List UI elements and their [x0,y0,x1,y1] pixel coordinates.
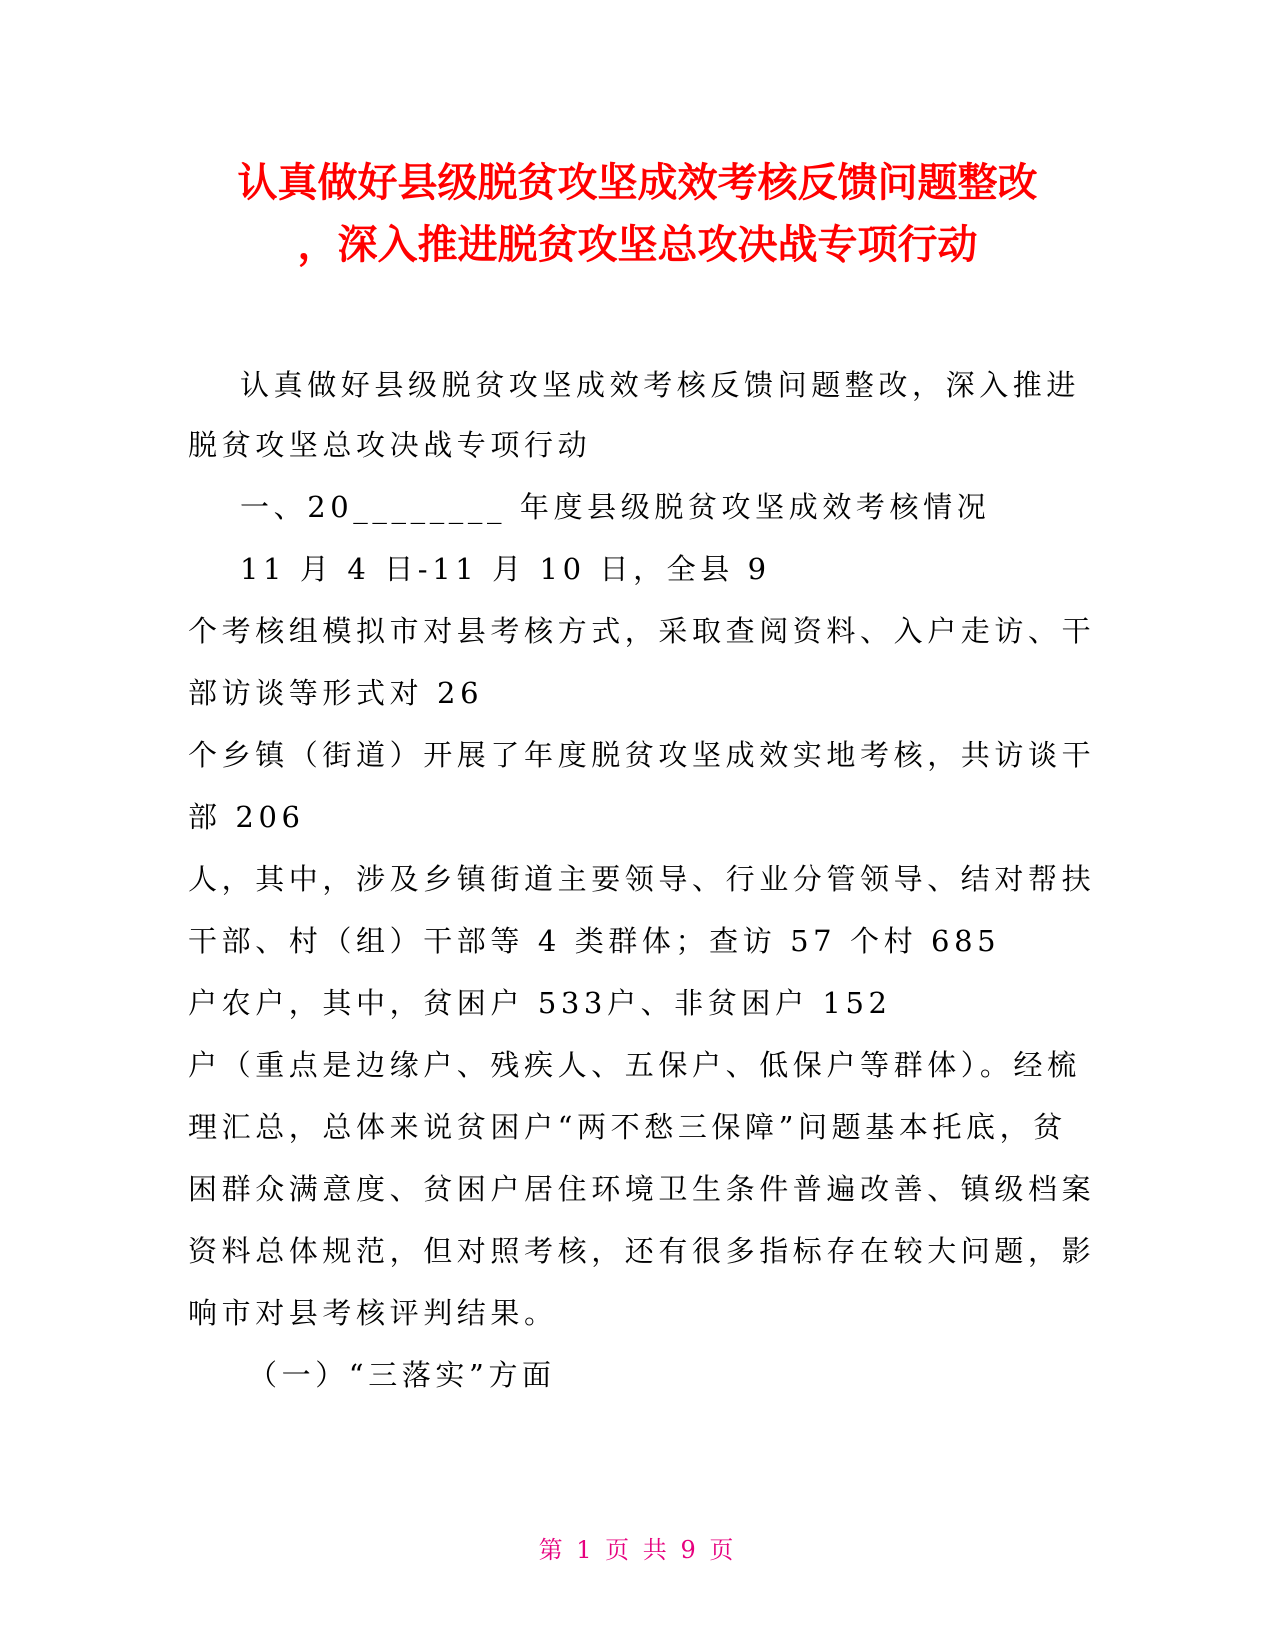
body-line: 个乡镇（街道）开展了年度脱贫攻坚成效实地考核，共访谈干 [188,738,1096,772]
title-line-1: 认真做好县级脱贫攻坚成效考核反馈问题整改 [237,160,1038,206]
document-title [180,152,1095,276]
body-line: 人，其中，涉及乡镇街道主要领导、行业分管领导、结对帮扶 [188,862,1096,896]
body-line: 部 206 [188,800,305,834]
body-line: 户农户，其中，贫困户 533户、非贫困户 152 [188,986,892,1020]
body-line: 11 月 4 日-11 月 10 日，全县 9 [240,552,771,586]
title-line-2: ，深入推进脱贫攻坚总攻决战专项行动 [297,222,978,268]
body-line: 干部、村（组）干部等 4 类群体；查访 57 个村 685 [188,924,1001,958]
body-line: 理汇总，总体来说贫困户“两不愁三保障”问题基本托底，贫 [188,1110,1067,1144]
page-footer [0,1530,1275,1565]
body-line: 部访谈等形式对 26 [188,676,484,710]
body-line: 户（重点是边缘户、残疾人、五保户、低保户等群体）。经梳 [188,1048,1081,1082]
body-line: 认真做好县级脱贫攻坚成效考核反馈问题整改，深入推进 [240,368,1081,402]
page-number-text: 第 1 页 共 9 页 [538,1536,737,1564]
body-line: 脱贫攻坚总攻决战专项行动 [188,428,592,462]
body-line: 资料总体规范，但对照考核，还有很多指标存在较大问题，影 [188,1234,1096,1268]
subsection-heading: （一）“三落实”方面 [248,1358,556,1392]
section-heading: 一、20________ 年度县级脱贫攻坚成效考核情况 [240,490,991,524]
body-line: 个考核组模拟市对县考核方式，采取查阅资料、入户走访、干 [188,614,1096,648]
body-line: 困群众满意度、贫困户居住环境卫生条件普遍改善、镇级档案 [188,1172,1096,1206]
body-line: 响市对县考核评判结果。 [188,1296,558,1330]
